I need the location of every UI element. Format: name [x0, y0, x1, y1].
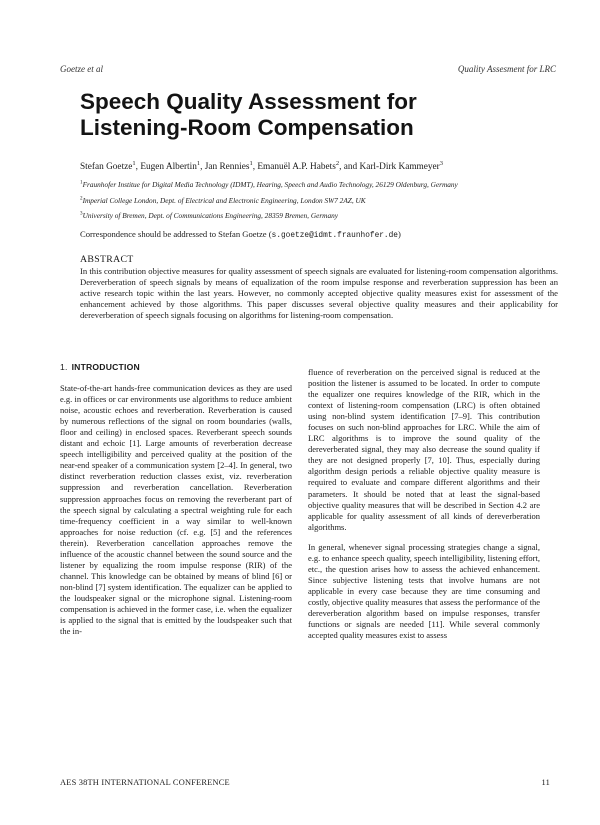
section-title: INTRODUCTION [71, 362, 140, 372]
running-header-authors: Goetze et al [60, 64, 103, 74]
author-name: Stefan Goetze [80, 162, 133, 172]
affiliation-text: Imperial College London, Dept. of Electrical and Electronic Engineering, London SW7 2AZ, UK [82, 195, 366, 205]
author-separator: , [252, 162, 258, 172]
author-affiliation-mark: 3 [439, 159, 444, 167]
intro-paragraph-continued: fluence of reverberation on the perceived signal is reduced at the position the listener is assumed to be located. In order to compute the equalizer one requires knowledge of the RIR, which in the context of listening-room compensation (LRC) is often obtained using non-blind system identification [7–9]. This contribution focuses on such non-blind approaches for LRC. While the aim of LRC algorithms is to improve the sound quality of the dereverberated signal, they may also decrease the sound quality if they are not designed properly [7, 10]. Thus, especially during algorithm design periods a reliable objective quality measure is required to evaluate and compare different algorithms and their parameters. It should be noted that at least the signal-based objective quality measures that will be described in Section 4.2 are applicable for quality assessment of all kinds of dereverberation algorithms. [308, 367, 540, 532]
section-heading [60, 362, 292, 373]
author-affiliation-mark: 1 [196, 159, 201, 167]
affiliation [80, 179, 560, 190]
title-line-1: Speech Quality Assessment for [80, 89, 417, 114]
abstract-heading: ABSTRACT [80, 254, 134, 265]
affiliation-number: 2 [80, 195, 83, 202]
correspondence-prefix: Correspondence should be addressed to Stefan Goetze ( [80, 229, 272, 239]
author-affiliation-mark: 1 [249, 159, 253, 167]
author [257, 159, 360, 172]
author-affiliation-mark: 1 [132, 159, 136, 167]
title-line-2: Listening-Room Compensation [80, 115, 414, 140]
author-list [80, 161, 550, 173]
right-column [308, 367, 540, 641]
footer-conference: AES 38TH INTERNATIONAL CONFERENCE [60, 778, 230, 787]
author-separator: , and [339, 162, 360, 172]
running-header-short-title: Quality Assesment for LRC [457, 64, 556, 74]
author [140, 159, 205, 172]
author [359, 159, 444, 172]
correspondence-suffix: ) [397, 229, 401, 239]
page-number: 11 [541, 778, 550, 787]
affiliation-list [80, 179, 560, 226]
affiliation-text: Fraunhofer Institue for Digital Media Technology (IDMT), Hearing, Speech and Audio Technology, 26129 Oldenburg, Germany [82, 180, 458, 189]
author-separator: , [135, 162, 141, 172]
correspondence-line [80, 229, 560, 240]
affiliation [80, 195, 560, 206]
affiliation [80, 210, 560, 221]
paper-title [80, 89, 540, 141]
author [204, 159, 258, 172]
left-column [60, 362, 292, 637]
author-name: Emanuël A.P. Habets [257, 162, 336, 172]
section-number: 1. [60, 362, 68, 372]
author-name: Jan Rennies [204, 162, 250, 172]
author-separator: , [200, 162, 205, 172]
intro-paragraph: In general, whenever signal processing strategies change a signal, e.g. to enhance speech quality, speech intelligibility, listening effort, etc., the question arises how to assess the achieved enhancement. Since subjective listening tests that involve humans are not applicable in every case because they are time consuming and costly, objective quality measures that assess the performance of the dereverberation algorithm based on impulse responses, transfer functions or signals are needed [11]. While several commonly accepted quality measures exist to assess [308, 541, 540, 641]
author-affiliation-mark: 2 [335, 159, 340, 167]
intro-paragraph: State-of-the-art hands-free communication devices as they are used e.g. in offices or car environments use algorithms to reduce ambient noise, acoustic echoes and reverberation. Reverberation is caused by numerous reflections of the signal on room boundaries (walls, floor and ceiling) in enclosed spaces. Reverberant speech sounds distant and echoic [1]. Large amounts of reverberation decrease speech intelligibility and perceived quality at the position of the near-end speaker of a communication system [2–4]. In general, two distinct reverberation reduction classes exist, viz. reverberation suppression and reverberation cancellation. Reverberation suppression approaches focus on removing the reverberant part of the speech signal by calculating a spectral weighting rule for each time-frequency coefficient in a way similar to well-known approaches for noise reduction (cf. e.g. [5] and the references therein). Reverberation cancellation approaches remove the influence of the acoustic channel between the sound source and the listener by equalizing the room impulse response (RIR) of the channel. This knowledge can be obtained by means of blind [6] or non-blind [7] system identification. The equalizer can be applied to the loudspeaker signal or the microphone signal. Listening-room compensation is achieved in the former case, i.e. when the equalizer is applied to the signal that is emitted by the loudspeaker such that the in- [60, 383, 292, 637]
affiliation-text: University of Bremen, Dept. of Communications Engineering, 28359 Bremen, Germany [82, 211, 338, 220]
affiliation-number: 3 [80, 210, 83, 217]
abstract-text: In this contribution objective measures for quality assessment of speech signals are evaluated for listening-room compensation algorithms. Dereverberation of speech signals by means of equalization of the room impulse response and reverberation suppression has been an active research topic within the last years. However, no commonly accepted objective quality measures exist for assessment of the enhancement achieved by those algorithms. This paper discusses several objective quality measures and their applicability for dereverberation of speech signals focusing on algorithms for listening-room compensation. [80, 266, 558, 320]
author [80, 159, 141, 172]
correspondence-email[interactable]: s.goetze@idmt.fraunhofer.de [271, 232, 398, 240]
author-name: Eugen Albertin [140, 162, 197, 172]
affiliation-number: 1 [80, 179, 83, 186]
author-name: Karl-Dirk Kammeyer [359, 162, 440, 172]
